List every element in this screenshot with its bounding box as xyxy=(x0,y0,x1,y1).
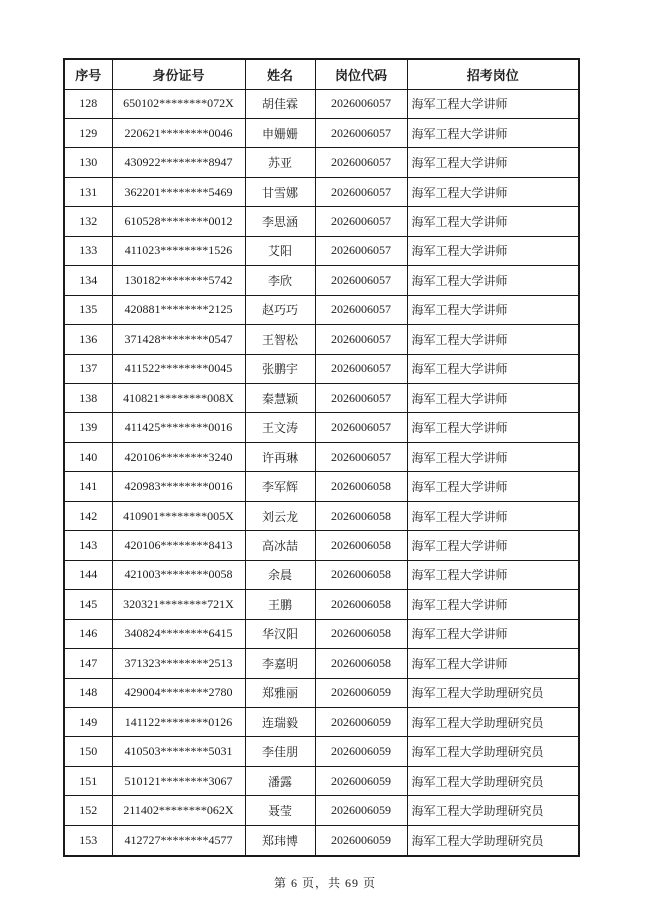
cell-position-code: 2026006057 xyxy=(315,325,407,354)
cell-id-number: 412727********4577 xyxy=(112,825,245,856)
table-row xyxy=(64,148,579,177)
cell-position-code: 2026006059 xyxy=(315,708,407,737)
table-body xyxy=(64,89,579,856)
cell-serial: 153 xyxy=(64,825,112,856)
table-row xyxy=(64,708,579,737)
cell-serial: 145 xyxy=(64,590,112,619)
cell-id-number: 420983********0016 xyxy=(112,472,245,501)
cell-position-code: 2026006057 xyxy=(315,442,407,471)
cell-serial: 129 xyxy=(64,118,112,147)
cell-position-title: 海军工程大学讲师 xyxy=(407,89,579,118)
cell-position-code: 2026006058 xyxy=(315,649,407,678)
table-row xyxy=(64,619,579,648)
cell-serial: 134 xyxy=(64,266,112,295)
cell-serial: 135 xyxy=(64,295,112,324)
cell-name: 甘雪娜 xyxy=(245,177,315,206)
cell-id-number: 411425********0016 xyxy=(112,413,245,442)
table-row xyxy=(64,472,579,501)
cell-position-title: 海军工程大学讲师 xyxy=(407,560,579,589)
table-row xyxy=(64,442,579,471)
cell-serial: 131 xyxy=(64,177,112,206)
cell-position-code: 2026006059 xyxy=(315,796,407,825)
cell-id-number: 411522********0045 xyxy=(112,354,245,383)
cell-name: 秦慧颖 xyxy=(245,384,315,413)
cell-position-code: 2026006057 xyxy=(315,354,407,383)
cell-serial: 139 xyxy=(64,413,112,442)
cell-serial: 147 xyxy=(64,649,112,678)
cell-position-title: 海军工程大学助理研究员 xyxy=(407,766,579,795)
table-row xyxy=(64,590,579,619)
cell-serial: 151 xyxy=(64,766,112,795)
cell-position-code: 2026006059 xyxy=(315,825,407,856)
cell-serial: 133 xyxy=(64,236,112,265)
cell-serial: 148 xyxy=(64,678,112,707)
cell-position-title: 海军工程大学助理研究员 xyxy=(407,678,579,707)
cell-serial: 140 xyxy=(64,442,112,471)
column-header: 序号 xyxy=(64,59,112,89)
cell-id-number: 320321********721X xyxy=(112,590,245,619)
candidates-table xyxy=(63,58,580,857)
cell-name: 潘露 xyxy=(245,766,315,795)
cell-position-code: 2026006057 xyxy=(315,413,407,442)
cell-position-title: 海军工程大学讲师 xyxy=(407,384,579,413)
cell-id-number: 371323********2513 xyxy=(112,649,245,678)
cell-name: 王鹏 xyxy=(245,590,315,619)
cell-id-number: 650102********072X xyxy=(112,89,245,118)
cell-id-number: 610528********0012 xyxy=(112,207,245,236)
cell-serial: 144 xyxy=(64,560,112,589)
cell-position-code: 2026006058 xyxy=(315,619,407,648)
cell-position-title: 海军工程大学讲师 xyxy=(407,266,579,295)
cell-position-code: 2026006057 xyxy=(315,236,407,265)
cell-serial: 136 xyxy=(64,325,112,354)
table-row xyxy=(64,825,579,856)
cell-id-number: 130182********5742 xyxy=(112,266,245,295)
cell-position-code: 2026006058 xyxy=(315,590,407,619)
cell-position-code: 2026006057 xyxy=(315,207,407,236)
cell-position-code: 2026006059 xyxy=(315,678,407,707)
cell-name: 王文涛 xyxy=(245,413,315,442)
table-row xyxy=(64,207,579,236)
table-row xyxy=(64,766,579,795)
cell-position-title: 海军工程大学讲师 xyxy=(407,472,579,501)
table-row xyxy=(64,649,579,678)
cell-name: 余晨 xyxy=(245,560,315,589)
table-row xyxy=(64,177,579,206)
cell-position-title: 海军工程大学讲师 xyxy=(407,236,579,265)
cell-id-number: 421003********0058 xyxy=(112,560,245,589)
cell-position-title: 海军工程大学助理研究员 xyxy=(407,708,579,737)
table-row xyxy=(64,678,579,707)
cell-id-number: 410901********005X xyxy=(112,501,245,530)
table-row xyxy=(64,413,579,442)
cell-id-number: 362201********5469 xyxy=(112,177,245,206)
cell-position-title: 海军工程大学讲师 xyxy=(407,295,579,324)
column-header: 身份证号 xyxy=(112,59,245,89)
cell-serial: 138 xyxy=(64,384,112,413)
cell-name: 华汉阳 xyxy=(245,619,315,648)
cell-serial: 152 xyxy=(64,796,112,825)
table-row xyxy=(64,325,579,354)
cell-position-title: 海军工程大学助理研究员 xyxy=(407,825,579,856)
table-row xyxy=(64,295,579,324)
cell-serial: 132 xyxy=(64,207,112,236)
cell-name: 李欣 xyxy=(245,266,315,295)
cell-position-title: 海军工程大学讲师 xyxy=(407,148,579,177)
cell-name: 郑玮博 xyxy=(245,825,315,856)
cell-name: 王智松 xyxy=(245,325,315,354)
cell-serial: 146 xyxy=(64,619,112,648)
cell-position-code: 2026006057 xyxy=(315,384,407,413)
cell-position-title: 海军工程大学讲师 xyxy=(407,649,579,678)
table-row xyxy=(64,796,579,825)
cell-serial: 137 xyxy=(64,354,112,383)
cell-position-title: 海军工程大学讲师 xyxy=(407,590,579,619)
cell-position-title: 海军工程大学讲师 xyxy=(407,118,579,147)
cell-id-number: 141122********0126 xyxy=(112,708,245,737)
cell-position-code: 2026006057 xyxy=(315,118,407,147)
cell-position-title: 海军工程大学讲师 xyxy=(407,207,579,236)
cell-id-number: 410821********008X xyxy=(112,384,245,413)
table-row xyxy=(64,89,579,118)
cell-position-title: 海军工程大学助理研究员 xyxy=(407,737,579,766)
cell-serial: 130 xyxy=(64,148,112,177)
page-footer: 第 6 页，共 69 页 xyxy=(273,876,376,890)
cell-name: 胡佳霖 xyxy=(245,89,315,118)
cell-id-number: 211402********062X xyxy=(112,796,245,825)
column-header: 姓名 xyxy=(245,59,315,89)
cell-serial: 150 xyxy=(64,737,112,766)
cell-position-title: 海军工程大学讲师 xyxy=(407,177,579,206)
cell-position-code: 2026006058 xyxy=(315,472,407,501)
cell-position-code: 2026006057 xyxy=(315,177,407,206)
table-row xyxy=(64,531,579,560)
cell-serial: 143 xyxy=(64,531,112,560)
cell-name: 李思涵 xyxy=(245,207,315,236)
cell-name: 苏亚 xyxy=(245,148,315,177)
cell-id-number: 340824********6415 xyxy=(112,619,245,648)
column-header: 岗位代码 xyxy=(315,59,407,89)
cell-name: 李军辉 xyxy=(245,472,315,501)
cell-id-number: 411023********1526 xyxy=(112,236,245,265)
column-header: 招考岗位 xyxy=(407,59,579,89)
cell-position-code: 2026006057 xyxy=(315,295,407,324)
cell-name: 刘云龙 xyxy=(245,501,315,530)
table-row xyxy=(64,118,579,147)
table-row xyxy=(64,501,579,530)
cell-position-code: 2026006058 xyxy=(315,501,407,530)
cell-position-title: 海军工程大学讲师 xyxy=(407,413,579,442)
table-row xyxy=(64,560,579,589)
cell-name: 李嘉明 xyxy=(245,649,315,678)
cell-position-title: 海军工程大学讲师 xyxy=(407,531,579,560)
cell-name: 高冰喆 xyxy=(245,531,315,560)
cell-id-number: 420106********8413 xyxy=(112,531,245,560)
cell-name: 申姗姗 xyxy=(245,118,315,147)
cell-position-code: 2026006057 xyxy=(315,266,407,295)
cell-serial: 149 xyxy=(64,708,112,737)
table-row xyxy=(64,737,579,766)
cell-name: 许再琳 xyxy=(245,442,315,471)
cell-position-title: 海军工程大学助理研究员 xyxy=(407,796,579,825)
cell-position-code: 2026006059 xyxy=(315,737,407,766)
cell-id-number: 429004********2780 xyxy=(112,678,245,707)
cell-serial: 142 xyxy=(64,501,112,530)
cell-position-title: 海军工程大学讲师 xyxy=(407,619,579,648)
cell-position-title: 海军工程大学讲师 xyxy=(407,325,579,354)
cell-id-number: 420106********3240 xyxy=(112,442,245,471)
cell-id-number: 220621********0046 xyxy=(112,118,245,147)
cell-id-number: 420881********2125 xyxy=(112,295,245,324)
cell-position-title: 海军工程大学讲师 xyxy=(407,501,579,530)
cell-id-number: 410503********5031 xyxy=(112,737,245,766)
cell-name: 赵巧巧 xyxy=(245,295,315,324)
cell-name: 张鹏宇 xyxy=(245,354,315,383)
cell-position-title: 海军工程大学讲师 xyxy=(407,354,579,383)
cell-serial: 128 xyxy=(64,89,112,118)
table-row xyxy=(64,236,579,265)
cell-position-code: 2026006059 xyxy=(315,766,407,795)
cell-name: 李佳朋 xyxy=(245,737,315,766)
table-header-row xyxy=(64,59,579,89)
cell-id-number: 371428********0547 xyxy=(112,325,245,354)
cell-id-number: 430922********8947 xyxy=(112,148,245,177)
cell-name: 艾阳 xyxy=(245,236,315,265)
cell-position-code: 2026006057 xyxy=(315,89,407,118)
cell-position-code: 2026006058 xyxy=(315,531,407,560)
cell-serial: 141 xyxy=(64,472,112,501)
cell-name: 聂莹 xyxy=(245,796,315,825)
table-row xyxy=(64,354,579,383)
cell-id-number: 510121********3067 xyxy=(112,766,245,795)
table-row xyxy=(64,266,579,295)
cell-name: 连瑞毅 xyxy=(245,708,315,737)
table-row xyxy=(64,384,579,413)
cell-name: 郑雅丽 xyxy=(245,678,315,707)
cell-position-code: 2026006057 xyxy=(315,148,407,177)
cell-position-title: 海军工程大学讲师 xyxy=(407,442,579,471)
cell-position-code: 2026006058 xyxy=(315,560,407,589)
